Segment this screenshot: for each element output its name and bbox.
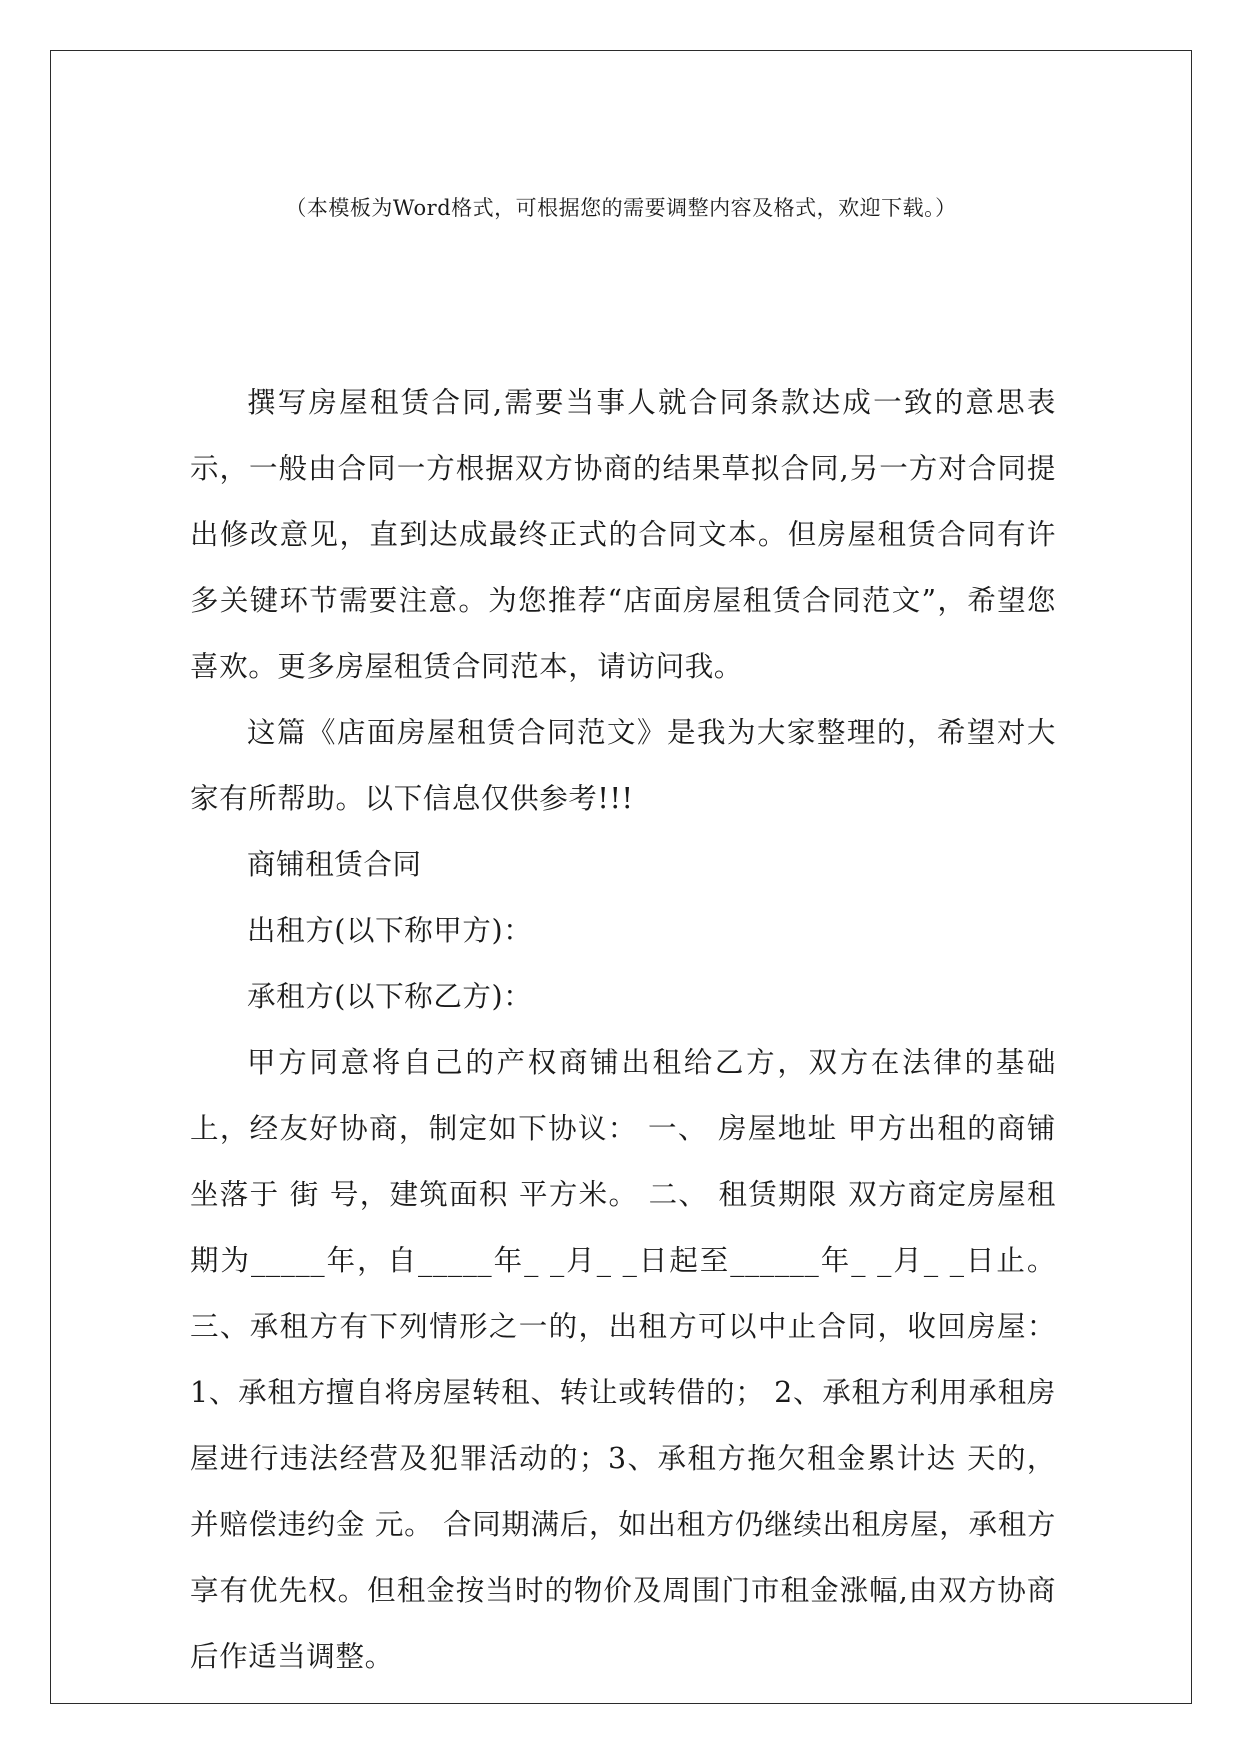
intro-paragraph: 撰写房屋租赁合同,需要当事人就合同条款达成一致的意思表示，一般由合同一方根据双方协商的结果草拟合同,另一方对合同提出修改意见，直到达成最终正式的合同文本。但房屋租赁合同有许多关键环节需要注意。为您推荐“店面房屋租赁合同范文”，希望您喜欢。更多房屋租赁合同范本，请访问我。: [190, 386, 1056, 683]
lessor-line: 出租方(以下称甲方)：: [247, 914, 533, 947]
lessee-line: 承租方(以下称乙方)：: [247, 980, 533, 1013]
contract-title: 商铺租赁合同: [247, 848, 422, 881]
purpose-paragraph: 这篇《店面房屋租赁合同范文》是我为大家整理的，希望对大家有所帮助。以下信息仅供参考!!!: [190, 716, 1056, 815]
terms-paragraph: 甲方同意将自己的产权商铺出租给乙方，双方在法律的基础上，经友好协商，制定如下协议： 一、 房屋地址 甲方出租的商铺坐落于 街 号，建筑面积 平方米。 二、 租赁期限 双方商定房屋租期为_____年，自_____年_ _月_ _日起至______年_ _月_ _日止。 三、承租方有下列情形之一的，出租方可以中止合同，收回房屋： 1、承租方擅自将房屋转租、转让或转借的； 2、承租方利用承租房屋进行违法经营及犯罪活动的；3、承租方拖欠租金累计达 天的，并赔偿违约金 元。 合同期满后，如出租方仍继续出租房屋，承租方享有优先权。但租金按当时的物价及周围门市租金涨幅,由双方协商后作适当调整。: [190, 1046, 1056, 1673]
template-note: （本模板为Word格式，可根据您的需要调整内容及格式，欢迎下载。）: [285, 196, 957, 220]
document-body: [190, 370, 1056, 1690]
